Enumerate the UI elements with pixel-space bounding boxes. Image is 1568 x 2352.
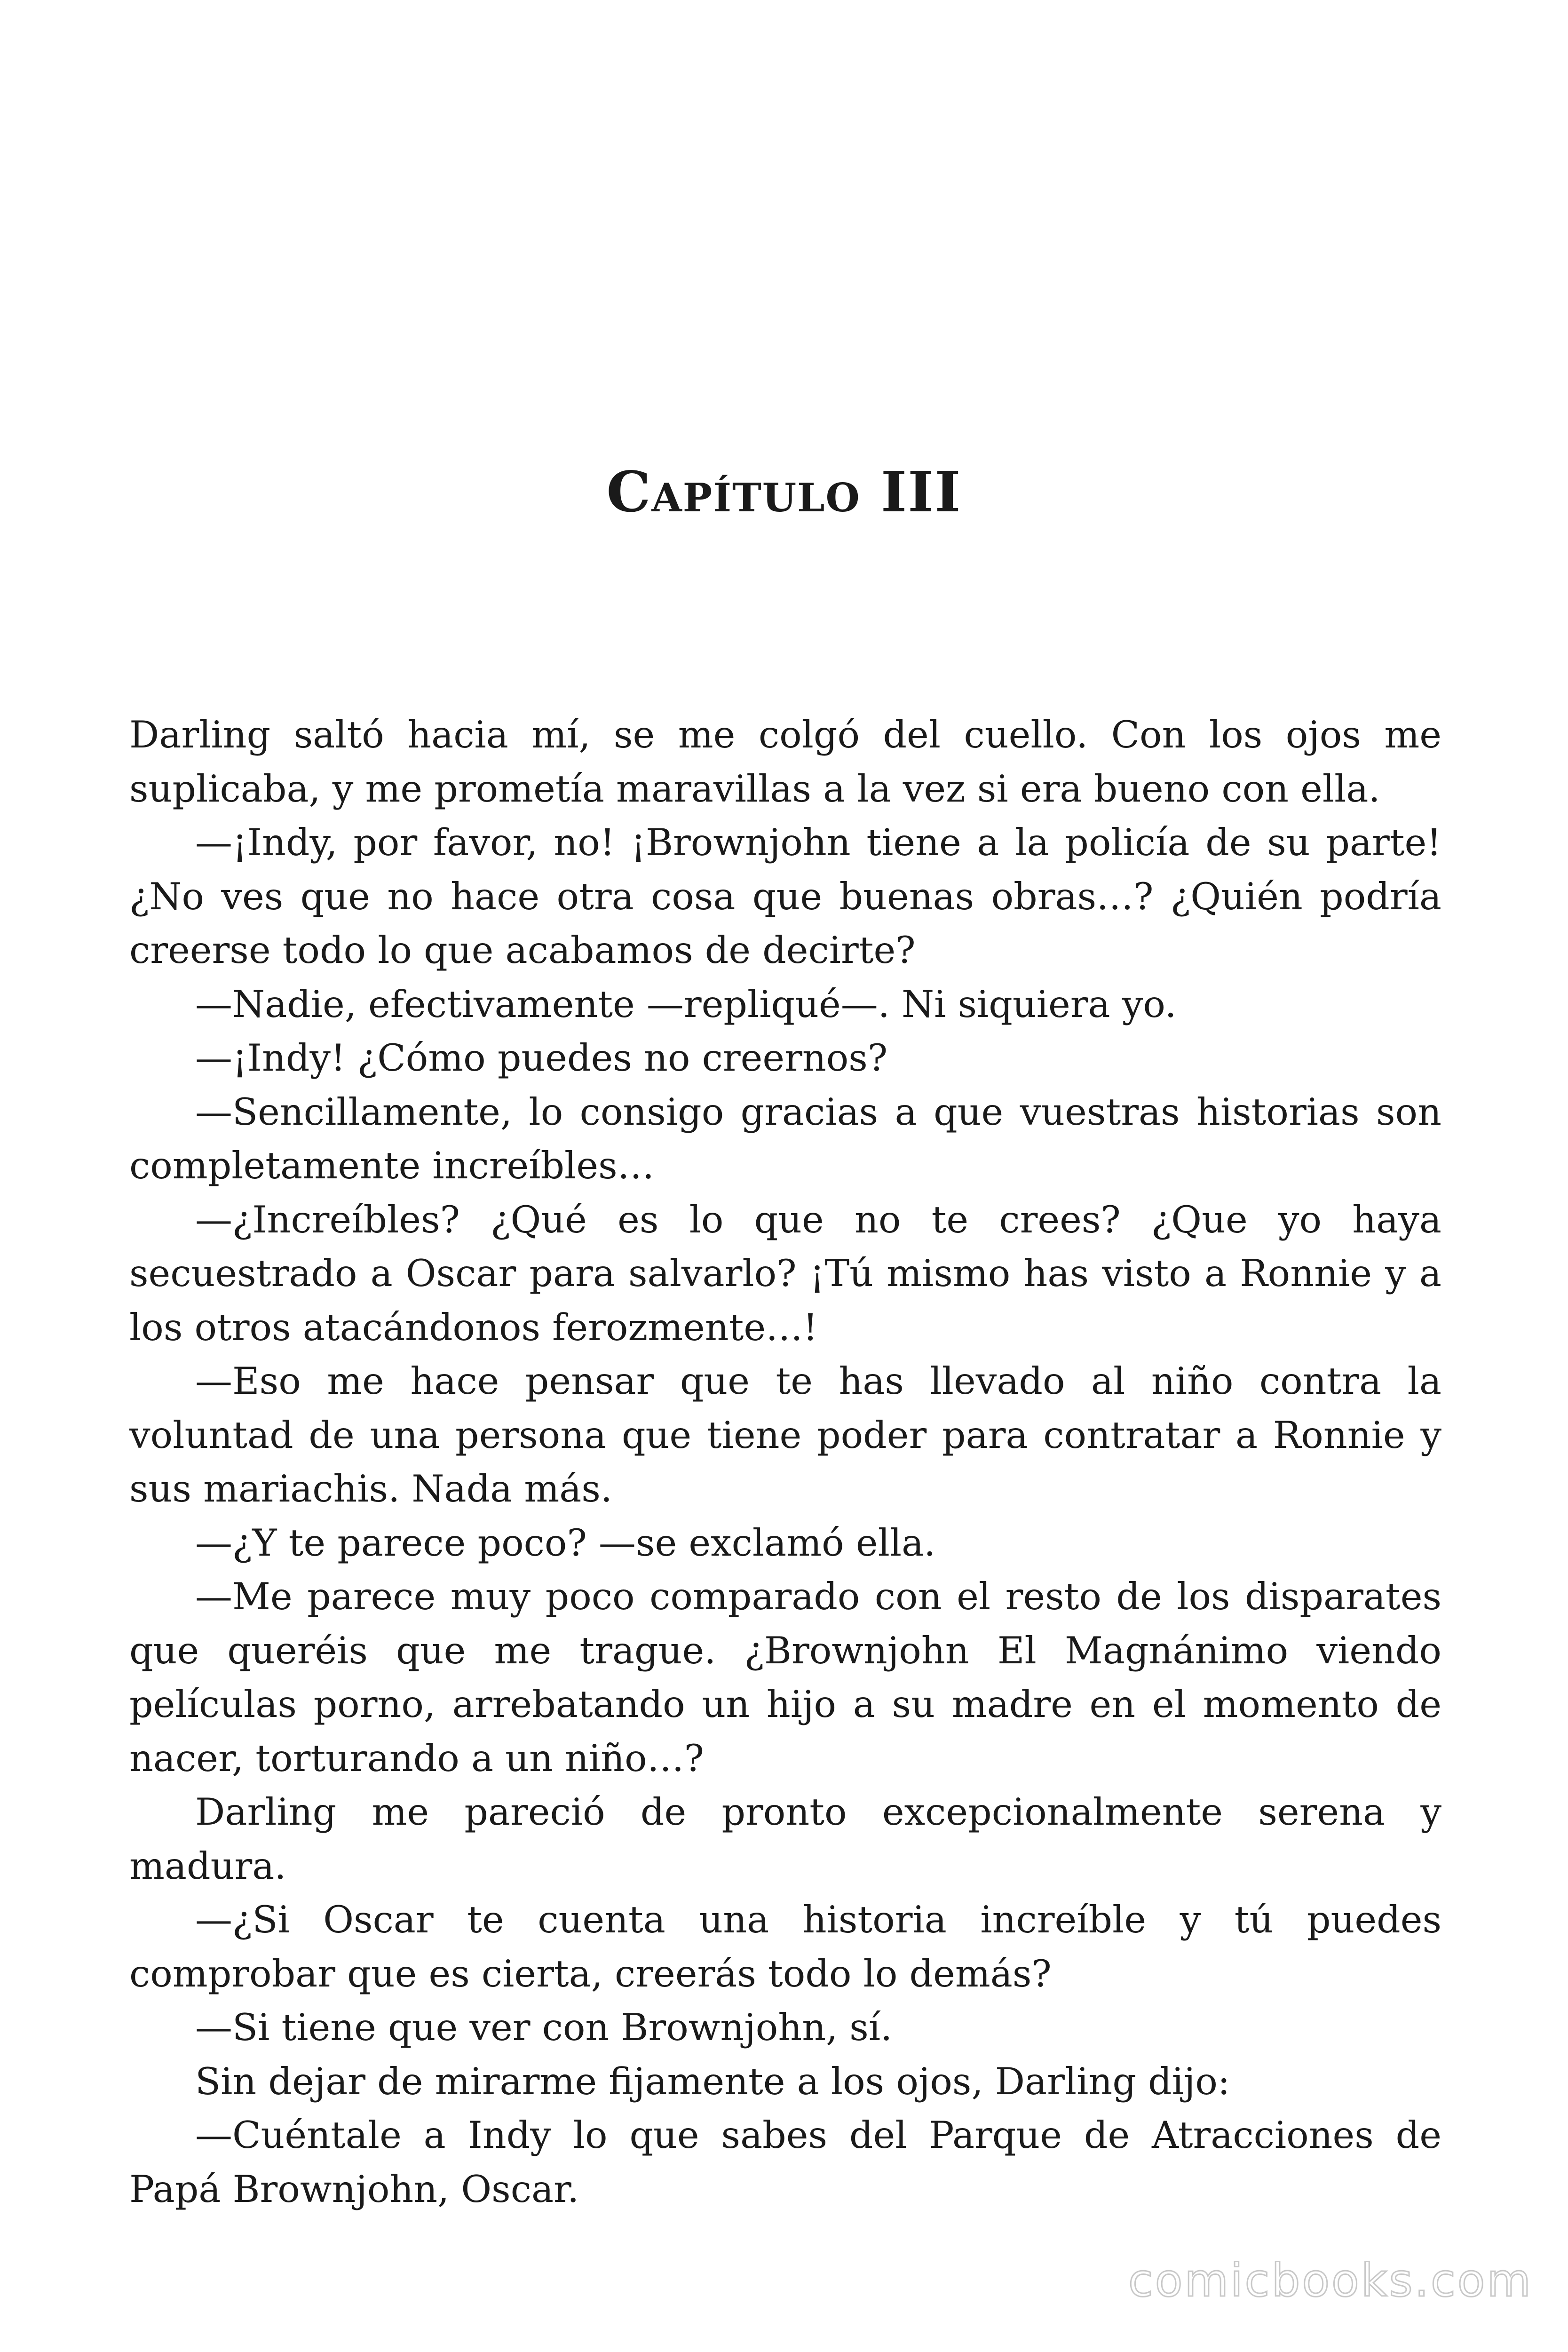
paragraph: Sin dejar de mirarme fijamente a los ojos, Darling dijo:: [195, 2059, 1230, 2103]
paragraph: —¡Indy! ¿Cómo puedes no creernos?: [195, 1036, 888, 1080]
paragraph: —Nadie, efectivamente —repliqué—. Ni siquiera yo.: [195, 982, 1177, 1026]
paragraph: —Me parece muy poco comparado con el resto de los disparates que queréis que me trague. ¿Brownjohn El Magnánimo viendo películas porno, arrebatando un hijo a su madre en el momento de nacer, torturando a un niño…?: [129, 1575, 1441, 1780]
paragraph: —Si tiene que ver con Brownjohn, sí.: [195, 2006, 893, 2049]
paragraph: Darling saltó hacia mí, se me colgó del cuello. Con los ojos me suplicaba, y me prometía maravillas a la vez si era bueno con ella.: [129, 713, 1441, 810]
paragraph: Darling me pareció de pronto excepcionalmente serena y madura.: [129, 1790, 1441, 1888]
paragraph: —Cuéntale a Indy lo que sabes del Parque de Atracciones de Papá Brownjohn, Oscar.: [129, 2114, 1441, 2211]
chapter-body: [129, 708, 1441, 2216]
watermark: comicbooks.com: [1128, 2254, 1533, 2307]
paragraph: —¿Y te parece poco? —se exclamó ella.: [195, 1521, 936, 1565]
paragraph: —¡Indy, por favor, no! ¡Brownjohn tiene a la policía de su parte! ¿No ves que no hace otra cosa que buenas obras…? ¿Quién podría creerse todo lo que acabamos de decirte?: [129, 821, 1441, 972]
chapter-title: Capítulo III: [606, 459, 962, 524]
paragraph: —¿Increíbles? ¿Qué es lo que no te crees? ¿Que yo haya secuestrado a Oscar para salvarlo? ¡Tú mismo has visto a Ronnie y a los otros atacándonos ferozmente…!: [129, 1198, 1441, 1349]
paragraph: —¿Si Oscar te cuenta una historia increíble y tú puedes comprobar que es cierta, creerás todo lo demás?: [129, 1898, 1441, 1995]
paragraph: —Sencillamente, lo consigo gracias a que vuestras historias son completamente increíbles…: [129, 1090, 1441, 1187]
paragraph: —Eso me hace pensar que te has llevado al niño contra la voluntad de una persona que tiene poder para contratar a Ronnie y sus mariachis. Nada más.: [129, 1359, 1441, 1510]
